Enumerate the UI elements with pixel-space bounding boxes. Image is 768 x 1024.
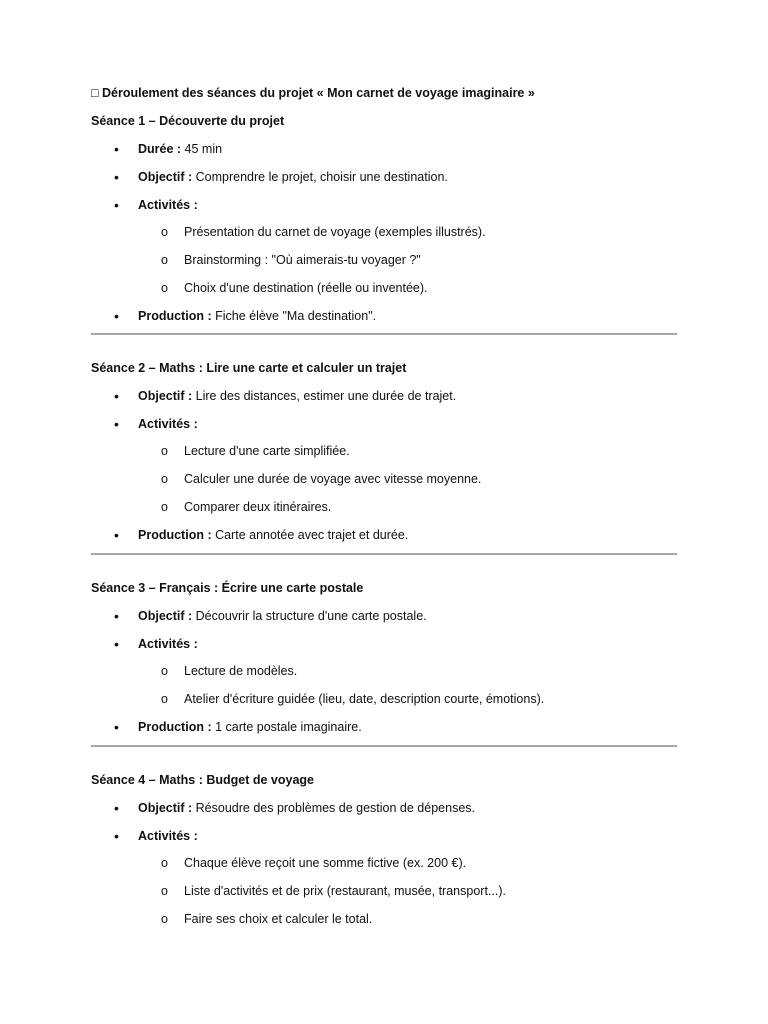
sub-bullet-icon: o [161, 253, 168, 267]
session-4-title: Séance 4 – Maths : Budget de voyage [91, 773, 314, 787]
objective-value: Lire des distances, estimer une durée de trajet. [192, 389, 457, 403]
session-1-activities [91, 195, 677, 223]
session-4-objective [91, 798, 677, 826]
bullet-icon: • [114, 388, 119, 404]
bullet-icon: • [114, 197, 119, 213]
session-1-title: Séance 1 – Découverte du projet [91, 114, 285, 128]
duration-label: Durée : [138, 142, 182, 156]
production-value: Carte annotée avec trajet et durée. [211, 528, 409, 542]
bullet-icon: • [114, 308, 119, 324]
activity-item: o Brainstorming : "Où aimerais-tu voyager ?" [91, 250, 677, 278]
objective-label: Objectif : [138, 170, 193, 184]
sub-bullet-icon: o [161, 225, 168, 239]
sub-bullet-icon: o [161, 912, 168, 926]
activity-item: o Lecture de modèles. [91, 661, 677, 689]
objective-label: Objectif : [138, 801, 193, 815]
activities-label: Activités : [138, 829, 198, 843]
session-2 [91, 358, 677, 553]
sub-bullet-icon: o [161, 664, 168, 678]
session-3-objective [91, 606, 677, 634]
objective-value: Résoudre des problèmes de gestion de dépenses. [192, 801, 475, 815]
bullet-icon: • [114, 416, 119, 432]
objective-value: Comprendre le projet, choisir une destination. [192, 170, 448, 184]
session-1-objective [91, 167, 677, 195]
session-2-title: Séance 2 – Maths : Lire une carte et calculer un trajet [91, 361, 407, 375]
bullet-icon: • [114, 828, 119, 844]
bullet-icon: • [114, 141, 119, 157]
objective-label: Objectif : [138, 389, 193, 403]
horizontal-rule [91, 553, 677, 555]
sub-bullet-icon: o [161, 884, 168, 898]
activity-item: o Calculer une durée de voyage avec vitesse moyenne. [91, 469, 677, 497]
activity-item: o Liste d'activités et de prix (restaurant, musée, transport...). [91, 881, 677, 909]
activities-label: Activités : [138, 198, 198, 212]
bullet-icon: • [114, 719, 119, 735]
session-1-duration [91, 139, 677, 167]
sub-bullet-icon: o [161, 856, 168, 870]
bullet-icon: • [114, 169, 119, 185]
objective-label: Objectif : [138, 609, 193, 623]
production-label: Production : [138, 309, 212, 323]
bullet-icon: • [114, 800, 119, 816]
session-1-production [91, 306, 677, 334]
bullet-icon: • [114, 608, 119, 624]
activity-item: o Atelier d'écriture guidée (lieu, date, description courte, émotions). [91, 689, 677, 717]
activity-item: o Choix d'une destination (réelle ou inventée). [91, 278, 677, 306]
bullet-icon: • [114, 527, 119, 543]
horizontal-rule [91, 745, 677, 747]
activity-item: o Faire ses choix et calculer le total. [91, 909, 677, 937]
production-value: Fiche élève "Ma destination". [211, 309, 377, 323]
session-4-activities [91, 826, 677, 854]
session-2-activities [91, 414, 677, 442]
horizontal-rule [91, 333, 677, 335]
session-3-production [91, 717, 677, 745]
bullet-icon: • [114, 636, 119, 652]
session-3 [91, 578, 677, 745]
objective-value: Découvrir la structure d'une carte postale. [192, 609, 427, 623]
session-3-title: Séance 3 – Français : Écrire une carte postale [91, 581, 364, 595]
session-1 [91, 111, 677, 334]
activity-item: o Présentation du carnet de voyage (exemples illustrés). [91, 222, 677, 250]
sub-bullet-icon: o [161, 500, 168, 514]
production-value: 1 carte postale imaginaire. [211, 720, 362, 734]
session-3-activities [91, 634, 677, 662]
session-2-production [91, 525, 677, 553]
document-title: □ Déroulement des séances du projet « Mon carnet de voyage imaginaire » [91, 86, 535, 100]
sub-bullet-icon: o [161, 472, 168, 486]
production-label: Production : [138, 528, 212, 542]
activity-item: o Lecture d'une carte simplifiée. [91, 441, 677, 469]
activity-item: o Chaque élève reçoit une somme fictive (ex. 200 €). [91, 853, 677, 881]
production-label: Production : [138, 720, 212, 734]
sub-bullet-icon: o [161, 444, 168, 458]
session-4 [91, 770, 677, 937]
activities-label: Activités : [138, 417, 198, 431]
sub-bullet-icon: o [161, 281, 168, 295]
activity-item: o Comparer deux itinéraires. [91, 497, 677, 525]
sub-bullet-icon: o [161, 692, 168, 706]
session-2-objective [91, 386, 677, 414]
activities-label: Activités : [138, 637, 198, 651]
duration-value: 45 min [181, 142, 223, 156]
